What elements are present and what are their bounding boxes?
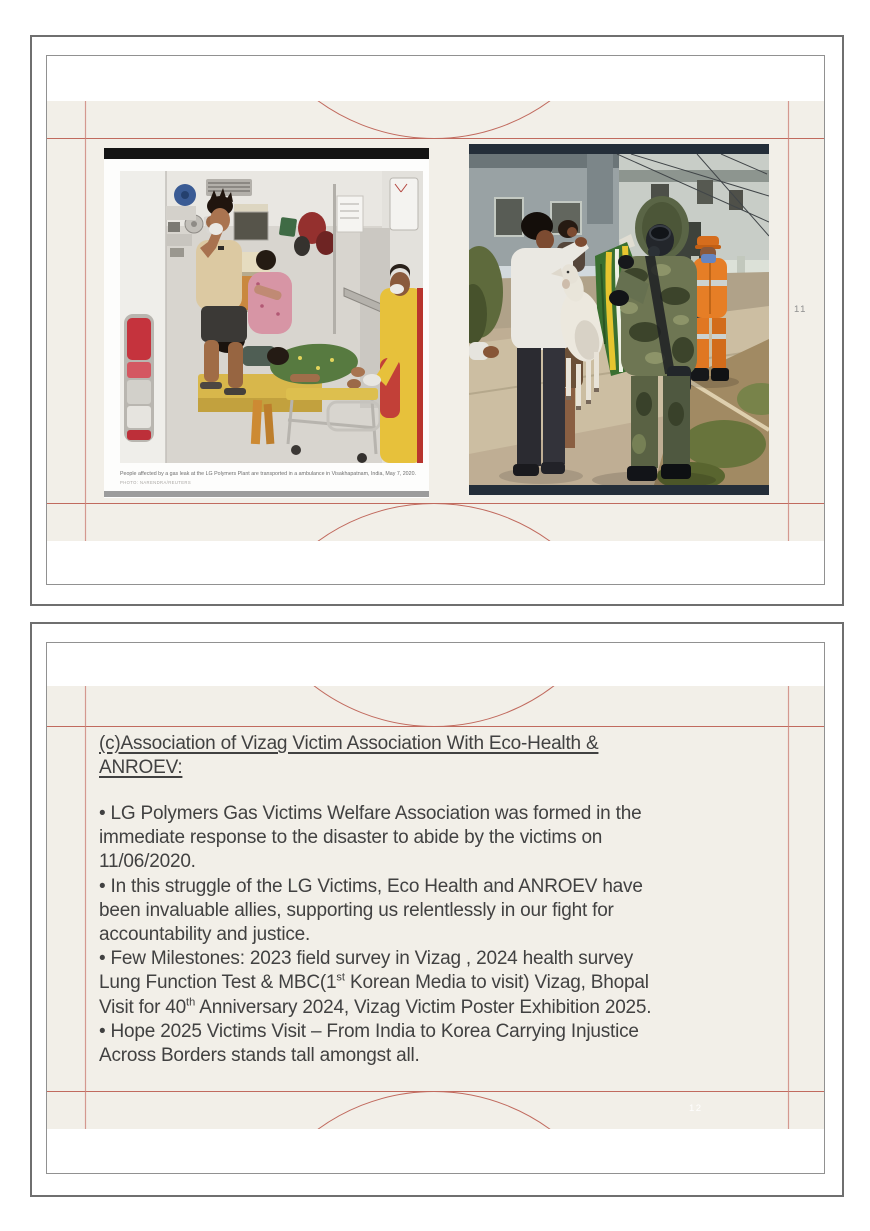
ambulance-interior-photo xyxy=(120,171,423,463)
heading-line-2: ANROEV: xyxy=(99,757,183,778)
body-line: Lung Function Test & MBC(1st Korean Media to visit) Vizag, Bhopal xyxy=(99,972,649,994)
slide-11 xyxy=(30,35,844,606)
body-line: immediate response to the disaster to abide by the victims on xyxy=(99,827,603,849)
screenshot-scrollbar xyxy=(104,491,429,497)
body-line: • Hope 2025 Victims Visit – From India to Korea Carrying Injustice xyxy=(99,1020,639,1042)
slide-12-content-area xyxy=(47,686,824,1129)
body-line: • In this struggle of the LG Victims, Eco Health and ANROEV have xyxy=(99,875,643,897)
slide-page-number: 12 xyxy=(689,1103,703,1114)
slide-11-content-area xyxy=(47,101,824,541)
body-line: Visit for 40th Anniversary 2024, Vizag Victim Poster Exhibition 2025. xyxy=(99,996,652,1018)
ambulance-news-screenshot xyxy=(104,148,429,498)
body-line: been invaluable allies, supporting us relentlessly in our fight for xyxy=(99,899,614,921)
body-line: accountability and justice. xyxy=(99,924,311,946)
slide-page-number: 11 xyxy=(794,304,807,315)
slide-12 xyxy=(30,622,844,1197)
street-rescue-scene xyxy=(469,154,769,490)
body-line: Across Borders stands tall amongst all. xyxy=(99,1045,420,1067)
gas-mask-rescue-photo xyxy=(469,144,769,495)
browser-top-bar xyxy=(104,148,429,159)
body-line: • LG Polymers Gas Victims Welfare Association was formed in the xyxy=(99,803,642,824)
body-line: • Few Milestones: 2023 field survey in Vizag , 2024 health survey xyxy=(99,948,634,970)
ambulance-taillight xyxy=(124,314,154,442)
slide-11-frame xyxy=(46,55,825,585)
body-line: 11/06/2020. xyxy=(99,851,196,873)
slide-12-text xyxy=(99,732,805,1068)
heading-line-1: (c)Association of Vizag Victim Association With Eco-Health & xyxy=(99,733,599,754)
photo-caption: People affected by a gas leak at the LG Polymers Plant are transported in a ambulance in Visakhapatnam, India, May 7, 2020. xyxy=(120,471,416,477)
slide2-body xyxy=(99,802,805,1068)
slide-12-frame xyxy=(46,642,825,1174)
photo-credit: PHOTO: NARENDRA/REUTERS xyxy=(120,480,192,485)
